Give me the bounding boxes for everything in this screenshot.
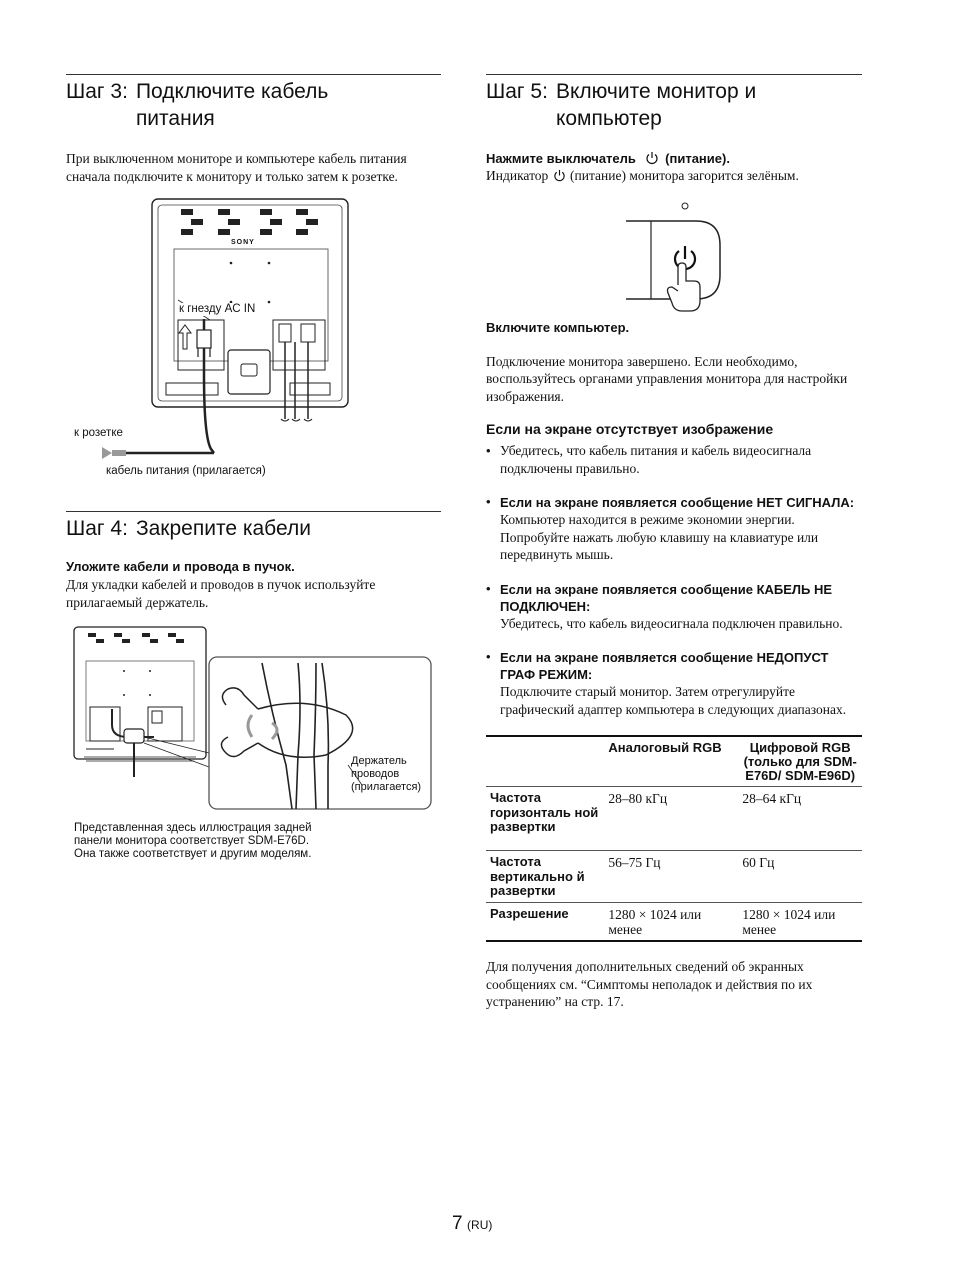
frequency-table: [486, 735, 862, 942]
bullet-text-mode: Подключите старый монитор. Затем отрегулируйте графический адаптер компьютера в следующих диапазонах.: [500, 684, 847, 717]
cell-analog: 1280 × 1024 или менее: [608, 907, 702, 937]
cell-digital: 60 Гц: [742, 855, 775, 870]
turn-on-computer: Включите компьютер.: [486, 319, 630, 335]
cell-analog: 56–75 Гц: [608, 855, 661, 870]
step4-heading: [66, 511, 441, 542]
figure-caption-2: панели монитора соответствует SDM-E76D.: [74, 835, 310, 847]
page-number-suffix: (RU): [467, 1218, 493, 1232]
page-number: [452, 1213, 492, 1235]
sony-logo-text: SONY: [231, 239, 255, 246]
step5-title: Включите монитор и компьютер: [555, 80, 757, 130]
step3-paragraph: При выключенном мониторе и компьютере кабель питания сначала подключите к монитору и только затем к розетке.: [66, 151, 407, 184]
holder-label-3: (прилагается): [351, 781, 422, 793]
step4-subheading: Уложите кабели и провода в пучок.: [66, 559, 295, 574]
connection-complete: Подключение монитора завершено. Если необходимо, воспользуйтесь органами управления монитора для настройки изображения.: [486, 353, 848, 404]
step5-heading: [486, 74, 862, 132]
figure-caption-1: Представленная здесь иллюстрация задней: [74, 822, 312, 834]
list-item: [486, 494, 862, 564]
list-item: [486, 442, 862, 477]
cell-digital: 28–64 кГц: [742, 791, 802, 806]
bullet-head-cable: • Если на экране появляется сообщение КАБЕЛЬ НЕ ПОДКЛЮЧЕН:: [500, 581, 833, 614]
table-header-row: [486, 736, 862, 787]
step3-heading: [66, 74, 441, 132]
indicator-line: [486, 167, 862, 185]
bullet-text-cable: Убедитесь, что кабель видеосигнала подключен правильно.: [500, 615, 843, 631]
table-row: [486, 851, 862, 903]
press-switch-line: [486, 150, 862, 167]
table-row: [486, 903, 862, 942]
col-header-digital: Цифровой RGB (только для SDM-E76D/ SDM-E96D): [743, 740, 857, 783]
step4-paragraph: Для укладки кабелей и проводов в пучок используйте прилагаемый держатель.: [66, 577, 376, 610]
page-number-value: 7: [452, 1213, 463, 1234]
list-item: [486, 581, 862, 633]
step4-number: Шаг 4:: [66, 517, 128, 540]
power-cable-figure: [66, 197, 441, 497]
bullet-head-mode: • Если на экране появляется сообщение НЕДОПУСТ ГРАФ РЕЖИМ:: [500, 650, 829, 682]
bullet-text-no-signal: Компьютер находится в режиме экономии энергии. Попробуйте нажать любую клавишу на клавиатуре или передвинуть мышь.: [500, 512, 819, 562]
left-column: [66, 74, 441, 497]
press-switch-suffix: (питание).: [665, 151, 730, 166]
step4-section: [66, 511, 441, 861]
step3-number: Шаг 3:: [66, 80, 128, 103]
holder-label-1: Держатель: [351, 755, 407, 767]
power-icon: [645, 151, 659, 165]
power-button-illustration: [486, 193, 862, 313]
right-column: [486, 74, 862, 1011]
figure-caption-3: Она также соответствует и другим моделям.: [74, 848, 312, 860]
step5-number: Шаг 5:: [486, 80, 548, 103]
col-header-analog: Аналоговый RGB: [608, 740, 722, 755]
table-row: [486, 787, 862, 851]
cell-analog: 28–80 кГц: [608, 791, 668, 806]
bullet-head-no-signal: • Если на экране появляется сообщение НЕТ СИГНАЛА:: [500, 495, 855, 510]
no-image-heading: Если на экране отсутствует изображение: [486, 421, 774, 437]
indicator-suffix: (питание) монитора загорится зелёным.: [570, 168, 799, 183]
row-label: Частота вертикально й развертки: [490, 854, 585, 898]
indicator-text: Индикатор: [486, 168, 549, 183]
bullet-text-cables: Убедитесь, что кабель питания и кабель видеосигнала подключены правильно.: [500, 443, 812, 476]
holder-label-2: проводов: [351, 768, 400, 780]
step3-title: Подключите кабель питания: [135, 80, 329, 130]
row-label: Разрешение: [490, 906, 569, 921]
power-icon: [553, 169, 566, 182]
press-switch-text: Нажмите выключатель: [486, 151, 636, 166]
label-ac-in: к гнезду AC IN: [179, 303, 256, 315]
label-power-cable: кабель питания (прилагается): [106, 465, 266, 477]
row-label: Частота горизонталь ной развертки: [490, 790, 599, 834]
step4-title: Закрепите кабели: [135, 517, 311, 540]
cell-digital: 1280 × 1024 или менее: [742, 907, 836, 937]
cable-holder-figure: [66, 625, 441, 815]
label-outlet: к розетке: [74, 427, 123, 439]
list-item: [486, 649, 862, 718]
footer-note: Для получения дополнительных сведений об экранных сообщениях см. “Симптомы неполадок и действия по их устранению” на стр. 17.: [486, 959, 813, 1009]
